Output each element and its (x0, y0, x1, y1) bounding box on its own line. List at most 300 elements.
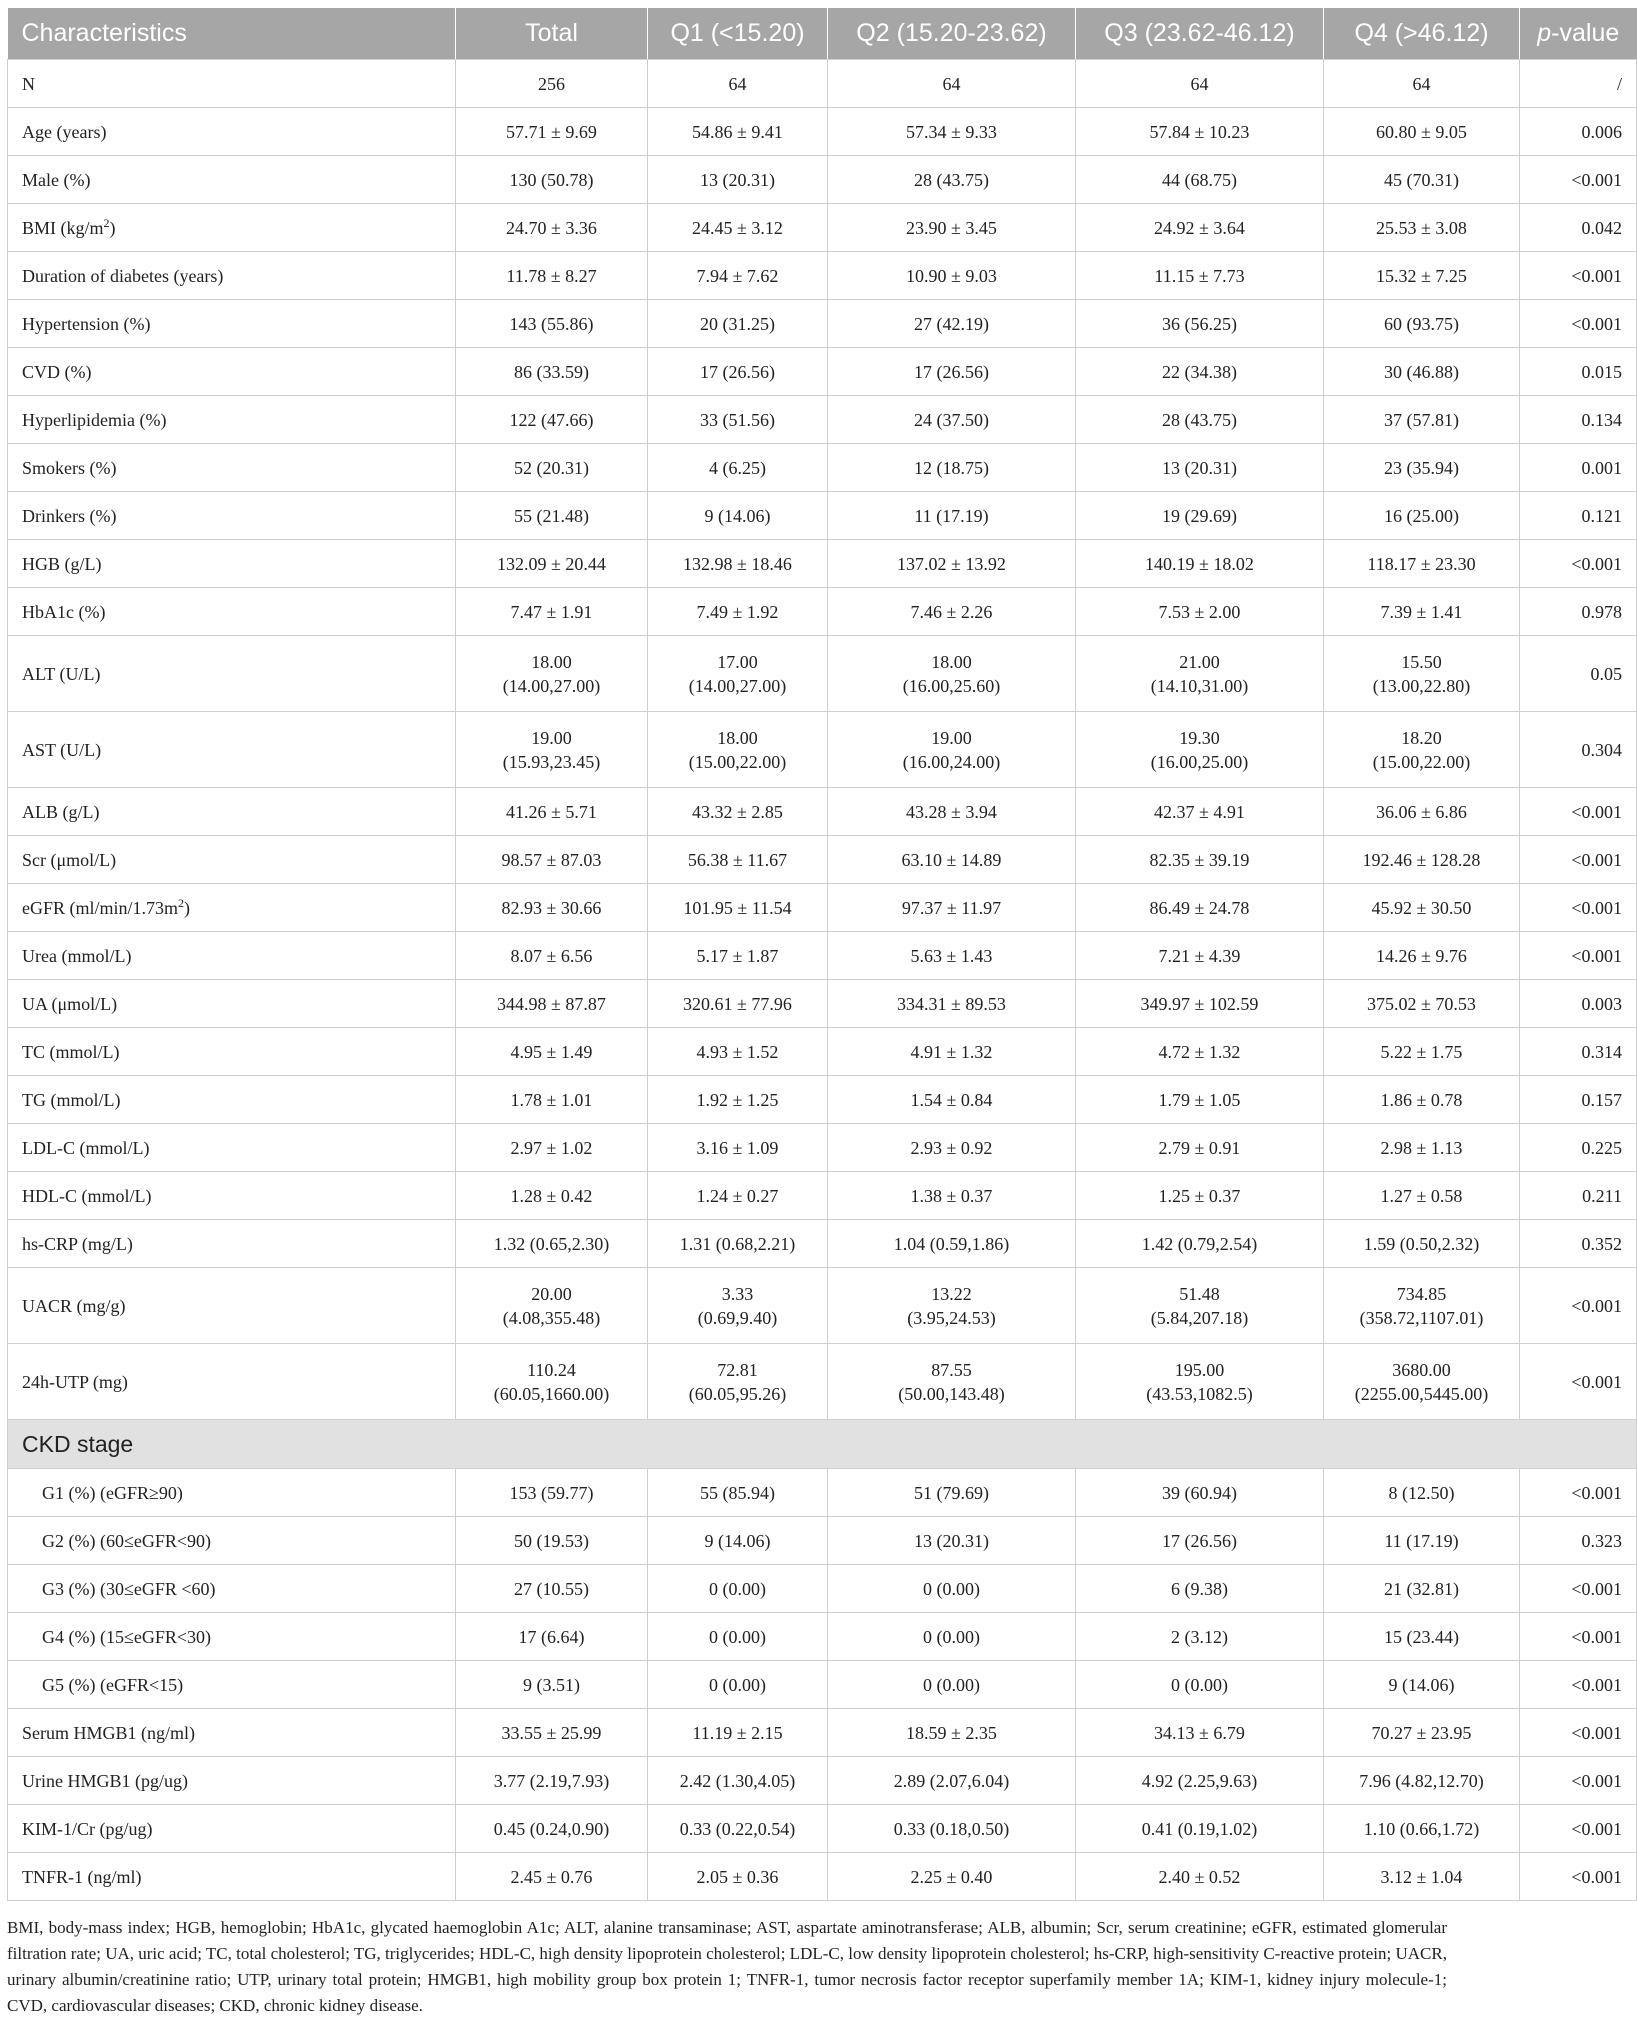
cell-q3: 86.49 ± 24.78 (1076, 884, 1324, 932)
cell-q1: 1.92 ± 1.25 (648, 1076, 828, 1124)
cell-q1: 4 (6.25) (648, 444, 828, 492)
cell-q2: 57.34 ± 9.33 (828, 108, 1076, 156)
cell-q1: 56.38 ± 11.67 (648, 836, 828, 884)
row-label: Duration of diabetes (years) (8, 252, 456, 300)
row-label-sup: 2 (103, 215, 110, 230)
cell-q2: 4.91 ± 1.32 (828, 1028, 1076, 1076)
row-label: Urine HMGB1 (pg/ug) (8, 1757, 456, 1805)
table-row (8, 836, 1637, 884)
cell-q3: 28 (43.75) (1076, 396, 1324, 444)
cell-p-value: <0.001 (1520, 1757, 1637, 1805)
cell-q3: 57.84 ± 10.23 (1076, 108, 1324, 156)
row-label: Age (years) (8, 108, 456, 156)
cell-q1: 9 (14.06) (648, 492, 828, 540)
table-row (8, 1757, 1637, 1805)
cell-q1: 0 (0.00) (648, 1661, 828, 1709)
cell-q1: 0 (0.00) (648, 1613, 828, 1661)
header-row (8, 8, 1637, 60)
cell-value: 734.85 (1396, 1283, 1447, 1304)
cell-range: (14.00,27.00) (502, 675, 601, 696)
row-label: G1 (%) (eGFR≥90) (8, 1469, 456, 1517)
cell-p-value: <0.001 (1520, 836, 1637, 884)
cell-total: 11.78 ± 8.27 (456, 252, 648, 300)
cell-q1: 0.33 (0.22,0.54) (648, 1805, 828, 1853)
cell-q1: 1.24 ± 0.27 (648, 1172, 828, 1220)
cell-range: (15.00,22.00) (688, 751, 787, 772)
header-total: Total (456, 8, 648, 60)
cell-p-value: <0.001 (1520, 300, 1637, 348)
row-label: N (8, 60, 456, 108)
header-q3: Q3 (23.62-46.12) (1076, 8, 1324, 60)
section-row-ckd-stage (8, 1420, 1637, 1469)
cell-total: 57.71 ± 9.69 (456, 108, 648, 156)
table-row (8, 788, 1637, 836)
cell-q4: 1.27 ± 0.58 (1324, 1172, 1520, 1220)
cell-q4: 60.80 ± 9.05 (1324, 108, 1520, 156)
cell-q4: 192.46 ± 128.28 (1324, 836, 1520, 884)
row-label: ALB (g/L) (8, 788, 456, 836)
cell-p-value: 0.006 (1520, 108, 1637, 156)
cell-range: (3.95,24.53) (907, 1307, 996, 1328)
cell-q2: 11 (17.19) (828, 492, 1076, 540)
header-characteristics: Characteristics (8, 8, 456, 60)
cell-p-value: <0.001 (1520, 1853, 1637, 1901)
cell-q3: 2 (3.12) (1076, 1613, 1324, 1661)
cell-q4: 37 (57.81) (1324, 396, 1520, 444)
cell-q4: 36.06 ± 6.86 (1324, 788, 1520, 836)
table-row (8, 712, 1637, 788)
table-header (8, 8, 1637, 60)
cell-p-value: / (1520, 60, 1637, 108)
cell-q3: 36 (56.25) (1076, 300, 1324, 348)
cell-total: 8.07 ± 6.56 (456, 932, 648, 980)
cell-q4: 11 (17.19) (1324, 1517, 1520, 1565)
cell-p-value: <0.001 (1520, 884, 1637, 932)
cell-q4 (1324, 1344, 1520, 1420)
cell-total: 55 (21.48) (456, 492, 648, 540)
cell-range: (14.10,31.00) (1150, 675, 1249, 696)
cell-q2: 0.33 (0.18,0.50) (828, 1805, 1076, 1853)
cell-q4: 9 (14.06) (1324, 1661, 1520, 1709)
cell-q2 (828, 1344, 1076, 1420)
cell-q3: 2.40 ± 0.52 (1076, 1853, 1324, 1901)
cell-total: 256 (456, 60, 648, 108)
table-row (8, 932, 1637, 980)
cell-value: 17.00 (717, 651, 758, 672)
cell-value: 19.00 (531, 727, 572, 748)
cell-value: 20.00 (531, 1283, 572, 1304)
table-row (8, 980, 1637, 1028)
cell-p-value: <0.001 (1520, 788, 1637, 836)
cell-q2: 2.89 (2.07,6.04) (828, 1757, 1076, 1805)
cell-q4: 1.59 (0.50,2.32) (1324, 1220, 1520, 1268)
cell-total (456, 712, 648, 788)
table-row (8, 252, 1637, 300)
row-label: Smokers (%) (8, 444, 456, 492)
cell-p-value: 0.015 (1520, 348, 1637, 396)
row-label: Urea (mmol/L) (8, 932, 456, 980)
row-label-sup: 2 (178, 895, 185, 910)
cell-q2: 1.54 ± 0.84 (828, 1076, 1076, 1124)
cell-total: 2.45 ± 0.76 (456, 1853, 648, 1901)
table-row (8, 444, 1637, 492)
cell-q1: 33 (51.56) (648, 396, 828, 444)
cell-range: (16.00,25.00) (1150, 751, 1249, 772)
cell-value: 18.00 (931, 651, 972, 672)
cell-p-value: <0.001 (1520, 1661, 1637, 1709)
cell-range: (4.08,355.48) (502, 1307, 601, 1328)
row-label: AST (U/L) (8, 712, 456, 788)
cell-q2: 27 (42.19) (828, 300, 1076, 348)
row-label: G3 (%) (30≤eGFR <60) (8, 1565, 456, 1613)
cell-q2: 97.37 ± 11.97 (828, 884, 1076, 932)
cell-q2: 1.04 (0.59,1.86) (828, 1220, 1076, 1268)
cell-q1: 5.17 ± 1.87 (648, 932, 828, 980)
cell-q2: 28 (43.75) (828, 156, 1076, 204)
cell-value: 51.48 (1179, 1283, 1220, 1304)
cell-p-value: <0.001 (1520, 1565, 1637, 1613)
cell-range: (60.05,1660.00) (493, 1383, 610, 1404)
cell-q2: 10.90 ± 9.03 (828, 252, 1076, 300)
characteristics-table-container (7, 8, 1622, 1901)
table-row (8, 300, 1637, 348)
cell-q2: 18.59 ± 2.35 (828, 1709, 1076, 1757)
cell-q4: 70.27 ± 23.95 (1324, 1709, 1520, 1757)
table-row-ckd (8, 1565, 1637, 1613)
cell-q1 (648, 1268, 828, 1344)
cell-q2: 1.38 ± 0.37 (828, 1172, 1076, 1220)
cell-value: 21.00 (1179, 651, 1220, 672)
cell-p-value: <0.001 (1520, 1613, 1637, 1661)
cell-total: 9 (3.51) (456, 1661, 648, 1709)
cell-q2: 137.02 ± 13.92 (828, 540, 1076, 588)
cell-q3 (1076, 636, 1324, 712)
cell-q4: 1.86 ± 0.78 (1324, 1076, 1520, 1124)
cell-q3: 4.92 (2.25,9.63) (1076, 1757, 1324, 1805)
cell-p-value: 0.042 (1520, 204, 1637, 252)
cell-total: 132.09 ± 20.44 (456, 540, 648, 588)
cell-q1: 2.42 (1.30,4.05) (648, 1757, 828, 1805)
characteristics-table (7, 8, 1637, 1901)
cell-q2: 23.90 ± 3.45 (828, 204, 1076, 252)
cell-q2: 0 (0.00) (828, 1613, 1076, 1661)
cell-q1: 320.61 ± 77.96 (648, 980, 828, 1028)
table-row-ckd (8, 1661, 1637, 1709)
cell-total: 2.97 ± 1.02 (456, 1124, 648, 1172)
cell-range: (16.00,25.60) (902, 675, 1001, 696)
cell-value: 13.22 (931, 1283, 972, 1304)
cell-q1: 2.05 ± 0.36 (648, 1853, 828, 1901)
cell-q1: 20 (31.25) (648, 300, 828, 348)
row-label: HbA1c (%) (8, 588, 456, 636)
cell-range: (5.84,207.18) (1150, 1307, 1249, 1328)
cell-q3: 19 (29.69) (1076, 492, 1324, 540)
cell-q4: 16 (25.00) (1324, 492, 1520, 540)
header-q4: Q4 (>46.12) (1324, 8, 1520, 60)
cell-value: 18.00 (531, 651, 572, 672)
cell-q4: 45.92 ± 30.50 (1324, 884, 1520, 932)
cell-total: 27 (10.55) (456, 1565, 648, 1613)
cell-q1: 3.16 ± 1.09 (648, 1124, 828, 1172)
cell-total (456, 1344, 648, 1420)
row-label: TNFR-1 (ng/ml) (8, 1853, 456, 1901)
cell-q4: 15 (23.44) (1324, 1613, 1520, 1661)
cell-q1: 1.31 (0.68,2.21) (648, 1220, 828, 1268)
cell-q3: 2.79 ± 0.91 (1076, 1124, 1324, 1172)
table-row (8, 1124, 1637, 1172)
table-row (8, 1268, 1637, 1344)
cell-q2: 17 (26.56) (828, 348, 1076, 396)
header-p-value (1520, 8, 1637, 60)
table-row (8, 60, 1637, 108)
table-footnote: BMI, body-mass index; HGB, hemoglobin; HbA1c, glycated haemoglobin A1c; ALT, alanine transaminase; AST, aspartate aminotransferase; ALB, albumin; Scr, serum creatinine; eGFR, estimated glomerular filtration rate; UA, uric acid; TC, total cholesterol; TG, triglycerides; HDL-C, high density lipoprotein cholesterol; LDL-C, low density lipoprotein cholesterol; hs-CRP, high-sensitivity C-reactive protein; UACR, urinary albumin/creatinine ratio; UTP, urinary total protein; HMGB1, high mobility group box protein 1; TNFR-1, tumor necrosis factor receptor superfamily member 1A; KIM-1, kidney injury molecule-1; CVD, cardiovascular diseases; CKD, chronic kidney disease. (7, 1918, 1447, 2015)
row-label: G2 (%) (60≤eGFR<90) (8, 1517, 456, 1565)
row-label: TC (mmol/L) (8, 1028, 456, 1076)
cell-q3: 17 (26.56) (1076, 1517, 1324, 1565)
row-label: G4 (%) (15≤eGFR<30) (8, 1613, 456, 1661)
cell-total: 153 (59.77) (456, 1469, 648, 1517)
cell-total (456, 636, 648, 712)
cell-value: 18.00 (717, 727, 758, 748)
cell-q3: 1.25 ± 0.37 (1076, 1172, 1324, 1220)
cell-q4: 30 (46.88) (1324, 348, 1520, 396)
cell-q1: 7.49 ± 1.92 (648, 588, 828, 636)
cell-q2 (828, 636, 1076, 712)
cell-q2: 63.10 ± 14.89 (828, 836, 1076, 884)
table-row (8, 1805, 1637, 1853)
row-label: UACR (mg/g) (8, 1268, 456, 1344)
cell-p-value: <0.001 (1520, 932, 1637, 980)
row-label: Hyperlipidemia (%) (8, 396, 456, 444)
row-label: 24h-UTP (mg) (8, 1344, 456, 1420)
cell-q3: 44 (68.75) (1076, 156, 1324, 204)
table-row (8, 1853, 1637, 1901)
cell-total: 4.95 ± 1.49 (456, 1028, 648, 1076)
cell-total: 86 (33.59) (456, 348, 648, 396)
cell-q3: 11.15 ± 7.73 (1076, 252, 1324, 300)
cell-range: (13.00,22.80) (1372, 675, 1471, 696)
cell-q2: 64 (828, 60, 1076, 108)
row-label: UA (μmol/L) (8, 980, 456, 1028)
cell-q2: 7.46 ± 2.26 (828, 588, 1076, 636)
table-row (8, 1172, 1637, 1220)
table-row-egfr (8, 884, 1637, 932)
cell-total: 24.70 ± 3.36 (456, 204, 648, 252)
cell-total: 1.28 ± 0.42 (456, 1172, 648, 1220)
cell-p-value: 0.304 (1520, 712, 1637, 788)
cell-q3: 7.53 ± 2.00 (1076, 588, 1324, 636)
cell-value: 87.55 (931, 1359, 972, 1380)
cell-q3 (1076, 1344, 1324, 1420)
table-row-ckd (8, 1469, 1637, 1517)
cell-q4: 25.53 ± 3.08 (1324, 204, 1520, 252)
cell-q4: 1.10 (0.66,1.72) (1324, 1805, 1520, 1853)
cell-q4: 45 (70.31) (1324, 156, 1520, 204)
cell-q1: 0 (0.00) (648, 1565, 828, 1613)
row-label-main: BMI (kg/m (22, 217, 104, 238)
cell-q1: 54.86 ± 9.41 (648, 108, 828, 156)
cell-q2: 13 (20.31) (828, 1517, 1076, 1565)
cell-range: (358.72,1107.01) (1359, 1307, 1484, 1328)
cell-q2 (828, 712, 1076, 788)
cell-value: 15.50 (1401, 651, 1442, 672)
cell-range: (16.00,24.00) (902, 751, 1001, 772)
cell-q2: 5.63 ± 1.43 (828, 932, 1076, 980)
table-row (8, 540, 1637, 588)
cell-range: (50.00,143.48) (898, 1383, 1005, 1404)
cell-q2 (828, 1268, 1076, 1344)
cell-q4 (1324, 1268, 1520, 1344)
cell-q3: 42.37 ± 4.91 (1076, 788, 1324, 836)
cell-p-value: 0.225 (1520, 1124, 1637, 1172)
row-label (8, 204, 456, 252)
cell-total: 98.57 ± 87.03 (456, 836, 648, 884)
cell-q3: 22 (34.38) (1076, 348, 1324, 396)
cell-p-value: 0.978 (1520, 588, 1637, 636)
cell-total: 50 (19.53) (456, 1517, 648, 1565)
cell-q3 (1076, 712, 1324, 788)
row-label (8, 884, 456, 932)
cell-q3: 39 (60.94) (1076, 1469, 1324, 1517)
cell-total: 344.98 ± 87.87 (456, 980, 648, 1028)
cell-p-value: 0.314 (1520, 1028, 1637, 1076)
cell-q3: 24.92 ± 3.64 (1076, 204, 1324, 252)
cell-q2: 2.93 ± 0.92 (828, 1124, 1076, 1172)
cell-q4: 118.17 ± 23.30 (1324, 540, 1520, 588)
cell-total: 7.47 ± 1.91 (456, 588, 648, 636)
cell-q4: 15.32 ± 7.25 (1324, 252, 1520, 300)
cell-q3: 13 (20.31) (1076, 444, 1324, 492)
cell-range: (14.00,27.00) (688, 675, 787, 696)
header-q2: Q2 (15.20-23.62) (828, 8, 1076, 60)
row-label: Hypertension (%) (8, 300, 456, 348)
cell-p-value: <0.001 (1520, 1805, 1637, 1853)
cell-value: 195.00 (1174, 1359, 1225, 1380)
cell-q3: 6 (9.38) (1076, 1565, 1324, 1613)
cell-p-value: 0.05 (1520, 636, 1637, 712)
cell-p-value: 0.003 (1520, 980, 1637, 1028)
cell-range: (15.00,22.00) (1372, 751, 1471, 772)
header-p-italic: p (1537, 19, 1552, 47)
table-row (8, 492, 1637, 540)
cell-q4: 60 (93.75) (1324, 300, 1520, 348)
cell-p-value: 0.323 (1520, 1517, 1637, 1565)
cell-value: 110.24 (527, 1359, 576, 1380)
row-label: HDL-C (mmol/L) (8, 1172, 456, 1220)
cell-q3: 1.42 (0.79,2.54) (1076, 1220, 1324, 1268)
table-row (8, 1076, 1637, 1124)
table-row (8, 108, 1637, 156)
cell-q2: 24 (37.50) (828, 396, 1076, 444)
table-row (8, 156, 1637, 204)
table-row-ckd (8, 1613, 1637, 1661)
cell-q4: 7.39 ± 1.41 (1324, 588, 1520, 636)
row-label: LDL-C (mmol/L) (8, 1124, 456, 1172)
cell-q1 (648, 712, 828, 788)
cell-q3: 1.79 ± 1.05 (1076, 1076, 1324, 1124)
cell-q3: 0.41 (0.19,1.02) (1076, 1805, 1324, 1853)
cell-p-value: <0.001 (1520, 1469, 1637, 1517)
cell-q3: 34.13 ± 6.79 (1076, 1709, 1324, 1757)
cell-value: 72.81 (717, 1359, 758, 1380)
cell-q4: 23 (35.94) (1324, 444, 1520, 492)
cell-q4: 375.02 ± 70.53 (1324, 980, 1520, 1028)
cell-q1: 9 (14.06) (648, 1517, 828, 1565)
cell-q2: 12 (18.75) (828, 444, 1076, 492)
cell-range: (60.05,95.26) (688, 1383, 787, 1404)
cell-q2: 0 (0.00) (828, 1565, 1076, 1613)
table-row (8, 1028, 1637, 1076)
cell-q3 (1076, 1268, 1324, 1344)
cell-q3: 0 (0.00) (1076, 1661, 1324, 1709)
cell-q1 (648, 1344, 828, 1420)
cell-p-value: <0.001 (1520, 1268, 1637, 1344)
cell-range: (15.93,23.45) (502, 751, 601, 772)
cell-total: 17 (6.64) (456, 1613, 648, 1661)
cell-q2: 0 (0.00) (828, 1661, 1076, 1709)
row-label: G5 (%) (eGFR<15) (8, 1661, 456, 1709)
cell-value: 19.30 (1179, 727, 1220, 748)
cell-total: 122 (47.66) (456, 396, 648, 444)
cell-q3: 82.35 ± 39.19 (1076, 836, 1324, 884)
cell-p-value: <0.001 (1520, 540, 1637, 588)
table-row (8, 348, 1637, 396)
cell-p-value: 0.121 (1520, 492, 1637, 540)
cell-q3: 64 (1076, 60, 1324, 108)
cell-p-value: <0.001 (1520, 252, 1637, 300)
cell-total: 33.55 ± 25.99 (456, 1709, 648, 1757)
cell-q1: 17 (26.56) (648, 348, 828, 396)
cell-total: 1.78 ± 1.01 (456, 1076, 648, 1124)
cell-q4: 3.12 ± 1.04 (1324, 1853, 1520, 1901)
row-label-end: ) (109, 217, 116, 238)
cell-p-value: 0.211 (1520, 1172, 1637, 1220)
cell-q2: 2.25 ± 0.40 (828, 1853, 1076, 1901)
row-label: ALT (U/L) (8, 636, 456, 712)
cell-q1 (648, 636, 828, 712)
table-row (8, 1220, 1637, 1268)
cell-p-value: 0.134 (1520, 396, 1637, 444)
cell-q4: 7.96 (4.82,12.70) (1324, 1757, 1520, 1805)
cell-q1: 132.98 ± 18.46 (648, 540, 828, 588)
cell-q1: 11.19 ± 2.15 (648, 1709, 828, 1757)
row-label: Serum HMGB1 (ng/ml) (8, 1709, 456, 1757)
cell-p-value: <0.001 (1520, 1344, 1637, 1420)
cell-q3: 140.19 ± 18.02 (1076, 540, 1324, 588)
header-p-suffix: -value (1551, 19, 1620, 47)
table-row (8, 588, 1637, 636)
section-title: CKD stage (8, 1420, 1637, 1469)
row-label-main: eGFR (ml/min/1.73m (22, 897, 179, 918)
row-label: KIM-1/Cr (pg/ug) (8, 1805, 456, 1853)
cell-q4: 5.22 ± 1.75 (1324, 1028, 1520, 1076)
table-row (8, 396, 1637, 444)
cell-value: 18.20 (1401, 727, 1442, 748)
table-row-bmi (8, 204, 1637, 252)
cell-total: 130 (50.78) (456, 156, 648, 204)
cell-q1: 4.93 ± 1.52 (648, 1028, 828, 1076)
table-row (8, 1344, 1637, 1420)
cell-p-value: 0.157 (1520, 1076, 1637, 1124)
table-body (8, 60, 1637, 1901)
row-label: HGB (g/L) (8, 540, 456, 588)
row-label: TG (mmol/L) (8, 1076, 456, 1124)
table-row (8, 1709, 1637, 1757)
cell-total: 0.45 (0.24,0.90) (456, 1805, 648, 1853)
cell-q1: 64 (648, 60, 828, 108)
cell-total: 143 (55.86) (456, 300, 648, 348)
row-label: hs-CRP (mg/L) (8, 1220, 456, 1268)
